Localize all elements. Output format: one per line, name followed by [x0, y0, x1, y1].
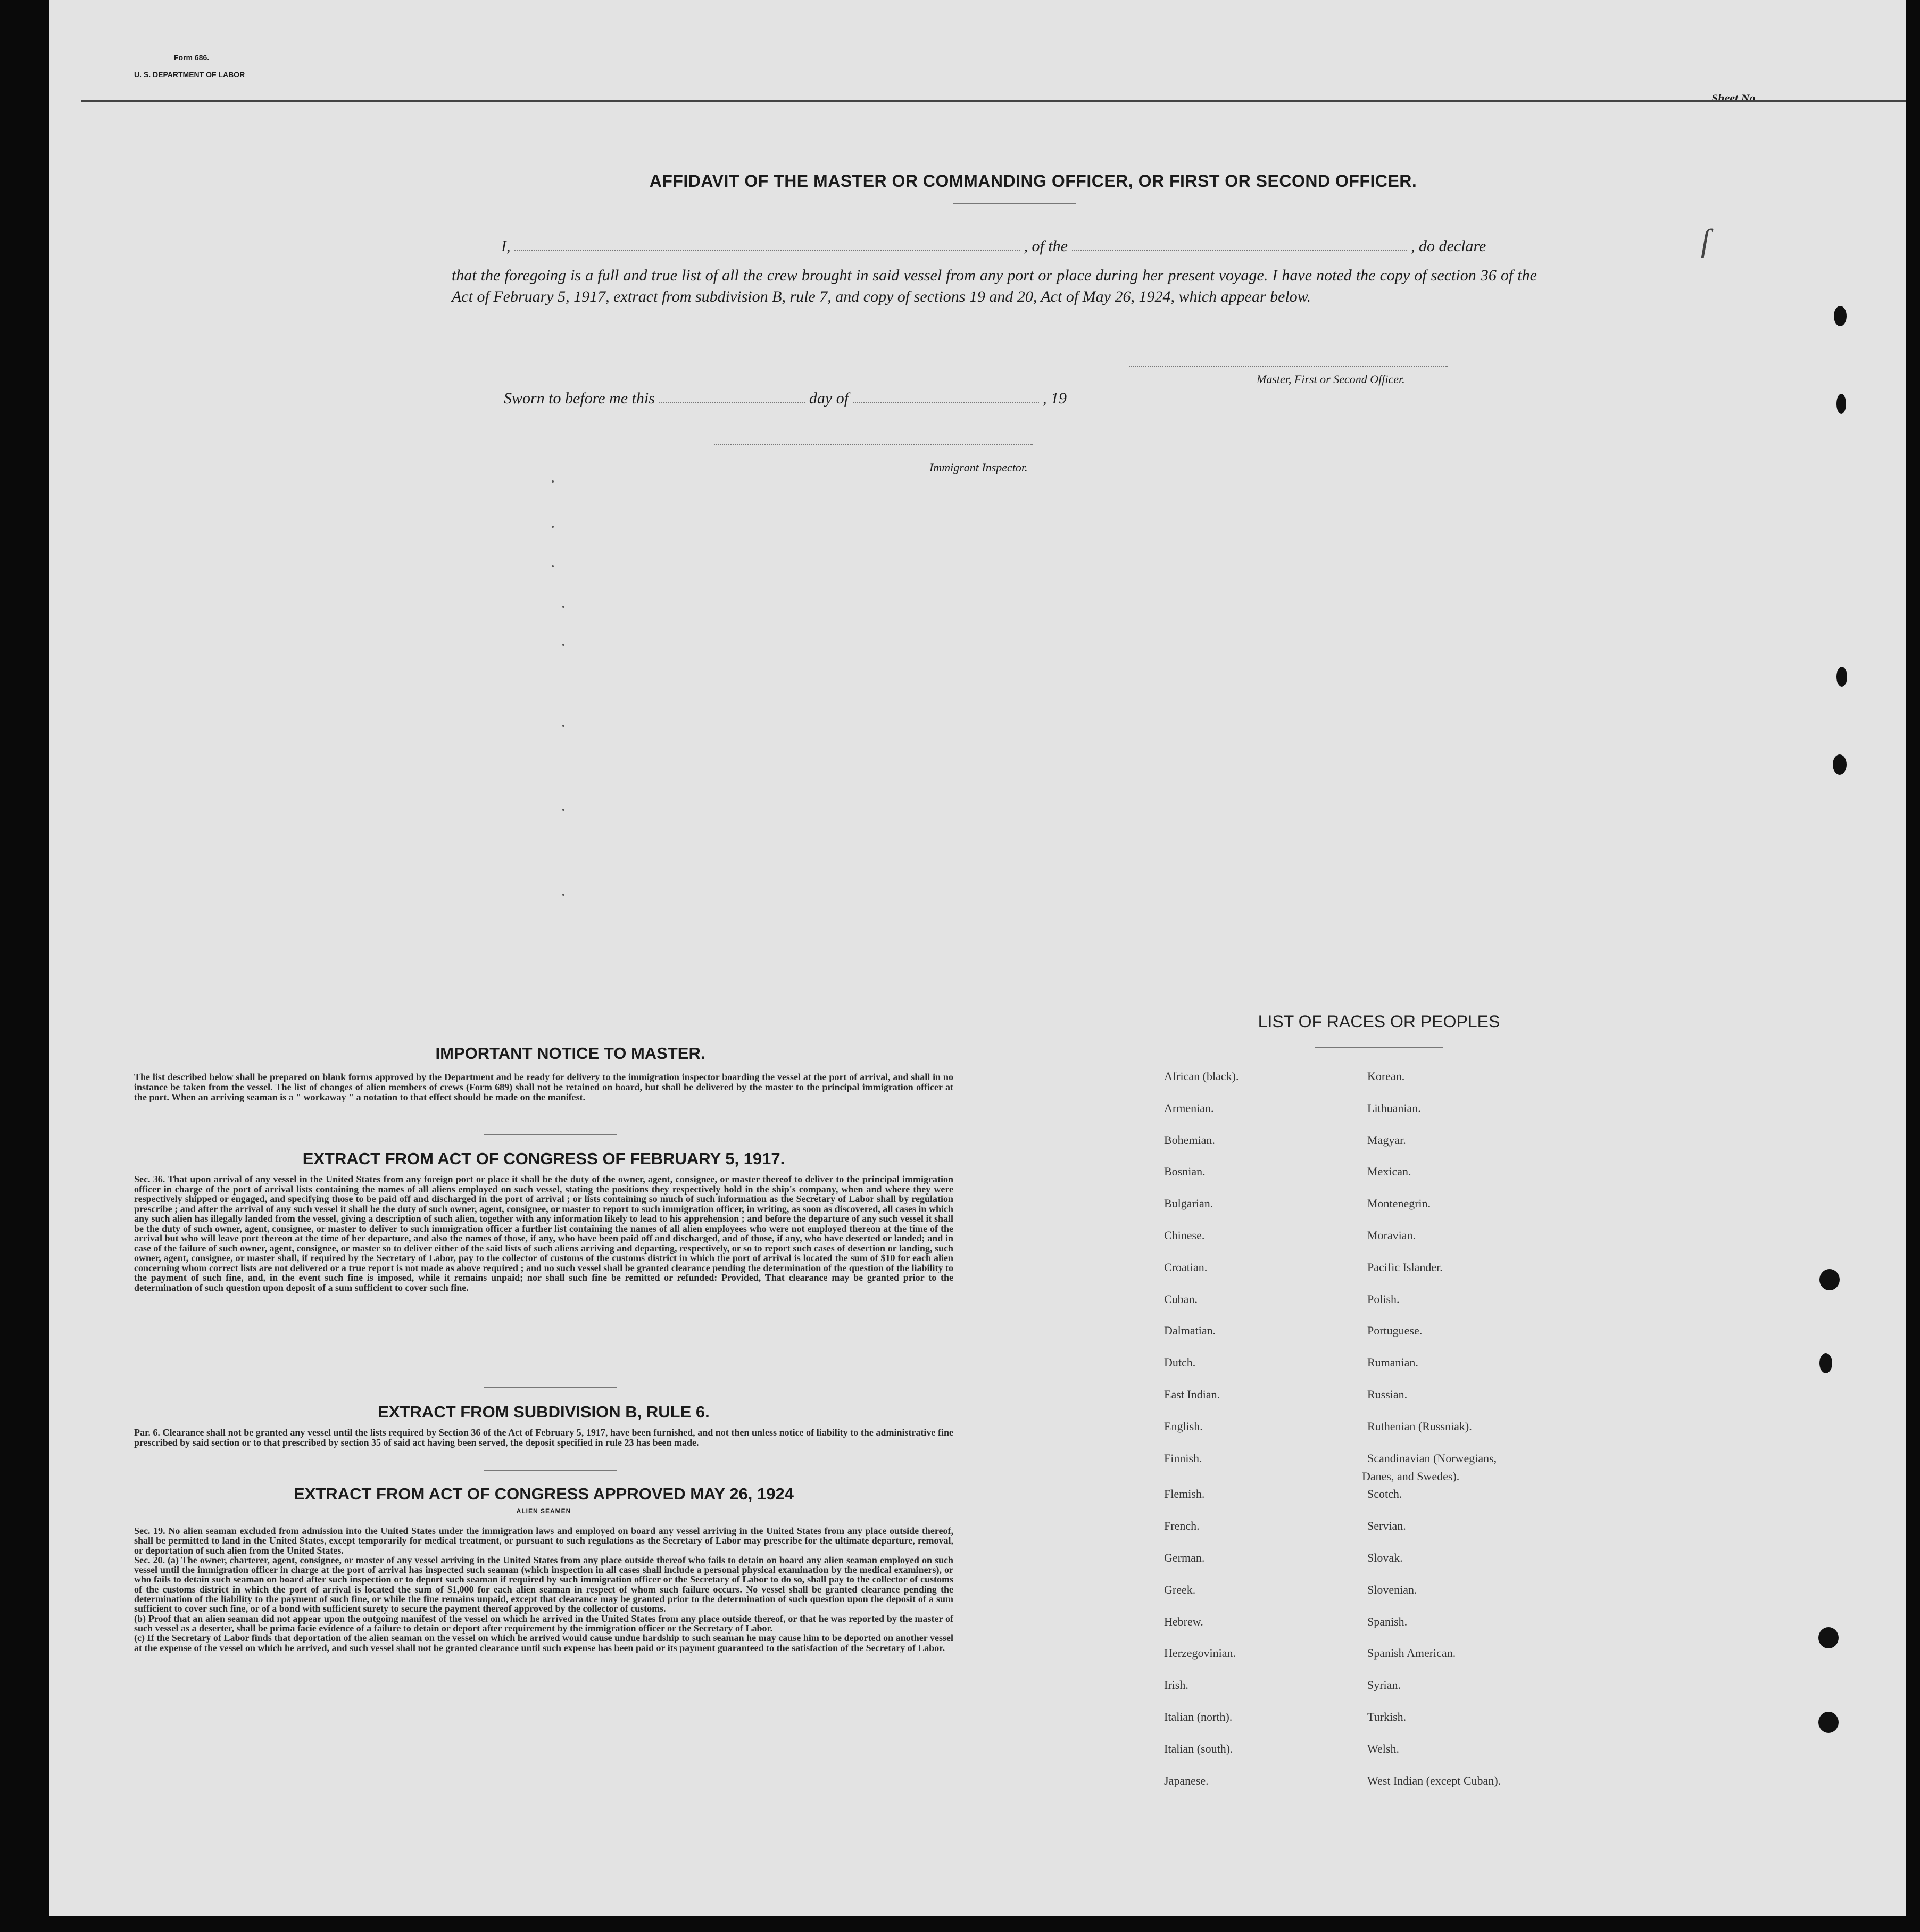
race-item: German. [1164, 1551, 1205, 1564]
bleed-dot [552, 526, 554, 528]
race-item: Cuban. [1164, 1292, 1198, 1306]
race-item: Chinese. [1164, 1229, 1205, 1242]
race-item: Hebrew. [1164, 1615, 1203, 1628]
notice-rule [484, 1134, 617, 1135]
affidavit-body: that the foregoing is a full and true list of all the crew brought in said vessel from any port or place during her present voyage. I have noted the copy of section 36 of the Act of February 5, 1917, extract from subdivision B, rule 7, and copy of sections 19 and 20, Act of May 26, 1924, which appear below. [452, 267, 1537, 305]
sworn-prefix: Sworn to before me this [504, 389, 655, 407]
race-item: Dutch. [1164, 1356, 1196, 1369]
sworn-year: , 19 [1043, 389, 1067, 407]
race-item: Japanese. [1164, 1774, 1209, 1787]
race-item: Finnish. [1164, 1452, 1202, 1465]
extract-1917-body: Sec. 36. That upon arrival of any vessel in the United States from any foreign port or place it shall be the duty of the owner, agent, consignee, or master thereof to deliver to the principal immigration officer in charge of the port of arrival lists containing the names of all aliens employed on such vessel, stating the positions they respectively hold in the ship's company, when and where they were respectively shipped or engaged, and specifying those to be paid off and discharged in the port of arrival ; or lists containing so much of such information as the Secretary of Labor shall by regulation prescribe ; and after the arrival of any such vessel it shall be the duty of such owner, agent, consignee, or master to report to such immigration officer, in writing, as soon as discovered, all cases in which any such alien has illegally landed from the vessel, giving a description of such alien, together with any information likely to lead to his apprehension ; and before the departure of any such vessel it shall be the duty of such owner, agent, consignee, or master to deliver to such immigration officer a further list containing the names of all alien employees who were not employed thereon at the time of the arrival but who will leave port thereon at the time of her departure, and also the names of those, if any, who have been paid off and discharged, and of those, if any, who have deserted or landed; and in case of the failure of such owner, agent, consignee, or master so to deliver either of the said lists of such aliens arriving and departing, respectively, or so to report such cases of desertion or landing, such owner, agent, consignee, or master shall, if required by the Secretary of Labor, pay to the collector of customs of the customs district in which the port of arrival is located the sum of $10 for each alien concerning whom correct lists are not delivered or a true report is not made as above required ; and no such vessel shall be granted clearance pending the determination of the question of the liability to the payment of such fine, and, in the event such fine is imposed, while it remains unpaid; nor shall such fine be remitted or refunded: Provided, That clearance may be granted prior to the determination of such question upon deposit of a sum sufficient to cover such fine. [134, 1174, 953, 1293]
race-item: Slovenian. [1367, 1583, 1417, 1596]
section-20b: (b) Proof that an alien seaman did not appear upon the outgoing manifest of the vessel on which he arrived in the United States from any place outside thereof, or that he was reported by the master of such vessel as a deserter, shall be prima facie evidence of a failure to detain or deport after requirement by the immigration officer or the Secretary of Labor. [134, 1613, 953, 1634]
race-item: Rumanian. [1367, 1356, 1418, 1369]
notice-body: The list described below shall be prepared on blank forms approved by the Department and be ready for delivery to the immigration inspector boarding the vessel at the port of arrival, and shall in no instance be taken from the vessel. The list of changes of alien members of crews (Form 689) shall not be retained on board, but shall be delivered by the master to the principal immigration officer at the port. When an arriving seaman is a " workaway " a notation to that effect should be made on the manifest. [134, 1072, 953, 1102]
declaration-i: I, [501, 237, 511, 255]
sheet-number-label: Sheet No. [1711, 92, 1758, 105]
department-name: U. S. DEPARTMENT OF LABOR [134, 70, 245, 79]
race-item-continuation: Danes, and Swedes). [1362, 1470, 1460, 1483]
race-item: Scotch. [1367, 1487, 1402, 1500]
races-rule [1315, 1047, 1443, 1048]
binder-hole-mark [1836, 667, 1847, 687]
bleed-dot [552, 480, 554, 483]
binder-hole-mark [1834, 306, 1847, 326]
bleed-dot [562, 894, 564, 896]
race-item: Greek. [1164, 1583, 1196, 1596]
title-rule [953, 203, 1076, 204]
race-item: Herzegovinian. [1164, 1646, 1236, 1660]
master-signature-line[interactable] [1129, 366, 1448, 367]
vessel-blank[interactable] [1072, 250, 1407, 251]
race-item: Polish. [1367, 1292, 1400, 1306]
bleed-through-text [1608, 160, 1614, 184]
extract-1924-text [134, 1526, 953, 1653]
extract-1917-rule [484, 1387, 617, 1388]
race-item: Pacific Islander. [1367, 1261, 1443, 1274]
sworn-line [504, 389, 1195, 408]
document-page [49, 0, 1906, 1916]
bleed-dot [562, 606, 564, 608]
binder-hole-mark [1819, 1353, 1832, 1373]
sworn-day-blank[interactable] [659, 402, 805, 403]
race-item: Korean. [1367, 1069, 1405, 1083]
race-item: Moravian. [1367, 1229, 1416, 1242]
race-item: Dalmatian. [1164, 1324, 1216, 1337]
race-item: Welsh. [1367, 1742, 1399, 1755]
race-item: French. [1164, 1519, 1200, 1532]
affidavit-title: AFFIDAVIT OF THE MASTER OR COMMANDING OFFICER, OR FIRST OR SECOND OFFICER. [649, 171, 1417, 190]
header-rule [81, 100, 1906, 102]
section-19: Sec. 19. No alien seaman excluded from admission into the United States under the immigration laws and employed on board any vessel arriving in the United States from any place outside thereof, shall be permitted to land in the United States, except temporarily for medical treatment, or pursuant to such regulations as the Secretary of Labor may prescribe for the ultimate departure, removal, or deportation of such alien from the United States. [134, 1525, 953, 1556]
sworn-day-of: day of [809, 389, 849, 407]
race-item: Syrian. [1367, 1678, 1401, 1691]
race-item: Bulgarian. [1164, 1197, 1213, 1210]
declaration-of-the: , of the [1024, 237, 1068, 255]
rule6-rule [484, 1470, 617, 1471]
declaration-line [501, 237, 1539, 255]
race-item: Russian. [1367, 1388, 1408, 1401]
notice-title: IMPORTANT NOTICE TO MASTER. [435, 1044, 705, 1063]
race-item: Bosnian. [1164, 1165, 1206, 1178]
binder-hole-mark [1836, 394, 1846, 414]
race-item: Slovak. [1367, 1551, 1403, 1564]
race-item: Italian (north). [1164, 1710, 1233, 1723]
binder-hole-mark [1819, 1269, 1840, 1290]
inspector-signature-line[interactable] [714, 444, 1033, 445]
race-item: Italian (south). [1164, 1742, 1233, 1755]
race-item: Croatian. [1164, 1261, 1208, 1274]
race-item: English. [1164, 1420, 1203, 1433]
races-title: LIST OF RACES OR PEOPLES [1258, 1012, 1500, 1031]
form-number: Form 686. [174, 53, 210, 62]
race-item: Scandinavian (Norwegians, [1367, 1452, 1497, 1465]
pencil-mark: ſ [1701, 223, 1710, 258]
binder-hole-mark [1818, 1627, 1839, 1648]
section-20a: Sec. 20. (a) The owner, charterer, agent, consignee, or master of any vessel arriving in the United States from any place outside thereof who fails to detain on board any alien seaman employed on such vessel until the immigration officer in charge at the port of arrival has inspected such seaman (which inspection in all cases shall include a personal physical examination by the medical examiners), or who fails to detain such seaman on board after such inspection or to deport such seaman if required by such immigration officer or the Secretary of Labor to do so, shall pay to the collector of customs of the customs district in which the port of arrival is located the sum of $1,000 for each alien seaman in respect of whom such failure occurs. No vessel shall be granted clearance pending the determination of the liability to the payment of such fine, or while the fine remains unpaid, except that clearance may be granted prior to the determination of such question upon the deposit of a sum sufficient to cover such fine, or of a bond with sufficient surety to secure the payment thereof approved by the collector of customs. [134, 1554, 953, 1614]
race-item: Armenian. [1164, 1101, 1214, 1115]
race-item: East Indian. [1164, 1388, 1220, 1401]
race-item: Irish. [1164, 1678, 1188, 1691]
rule6-title: EXTRACT FROM SUBDIVISION B, RULE 6. [378, 1403, 710, 1421]
race-item: Lithuanian. [1367, 1101, 1421, 1115]
race-item: West Indian (except Cuban). [1367, 1774, 1501, 1787]
name-blank[interactable] [514, 250, 1020, 251]
bleed-dot [562, 725, 564, 727]
race-item: Spanish American. [1367, 1646, 1456, 1660]
inspector-label: Immigrant Inspector. [929, 461, 1028, 474]
bleed-dot [562, 644, 564, 646]
race-item: Flemish. [1164, 1487, 1205, 1500]
race-item: Portuguese. [1367, 1324, 1423, 1337]
master-label: Master, First or Second Officer. [1257, 372, 1405, 386]
race-item: Magyar. [1367, 1133, 1406, 1147]
extract-1917-title: EXTRACT FROM ACT OF CONGRESS OF FEBRUARY 5, 1917. [302, 1149, 785, 1168]
bleed-dot [552, 565, 554, 567]
binder-hole-mark [1833, 754, 1847, 775]
race-item: Ruthenian (Russniak). [1367, 1420, 1472, 1433]
race-item: Mexican. [1367, 1165, 1411, 1178]
race-item: Montenegrin. [1367, 1197, 1431, 1210]
race-item: Bohemian. [1164, 1133, 1215, 1147]
section-20c: (c) If the Secretary of Labor finds that deportation of the alien seaman on the vessel on which he arrived would cause undue hardship to such seaman he may cause him to be deported on another vessel at the expense of the vessel on which he arrived, and such vessel shall not be granted clearance until such expense has been paid or its payment guaranteed to the satisfaction of the Secretary of Labor. [134, 1632, 953, 1653]
race-item: Spanish. [1367, 1615, 1408, 1628]
rule6-body: Par. 6. Clearance shall not be granted any vessel until the lists required by Section 36 of the Act of February 5, 1917, have been furnished, and not then unless notice of liability to the administrative fine prescribed by said section or to that prescribed by section 35 of said act having been served, the deposit specified in rule 23 has been made. [134, 1427, 953, 1448]
race-item: Servian. [1367, 1519, 1406, 1532]
extract-1924-subtitle: ALIEN SEAMEN [516, 1507, 571, 1515]
binder-hole-mark [1818, 1712, 1839, 1733]
bleed-dot [562, 809, 564, 811]
declaration-do-declare: , do declare [1411, 237, 1486, 255]
extract-1924-title: EXTRACT FROM ACT OF CONGRESS APPROVED MAY 26, 1924 [294, 1485, 794, 1503]
sworn-month-blank[interactable] [853, 402, 1039, 403]
race-item: Turkish. [1367, 1710, 1407, 1723]
race-item: African (black). [1164, 1069, 1239, 1083]
